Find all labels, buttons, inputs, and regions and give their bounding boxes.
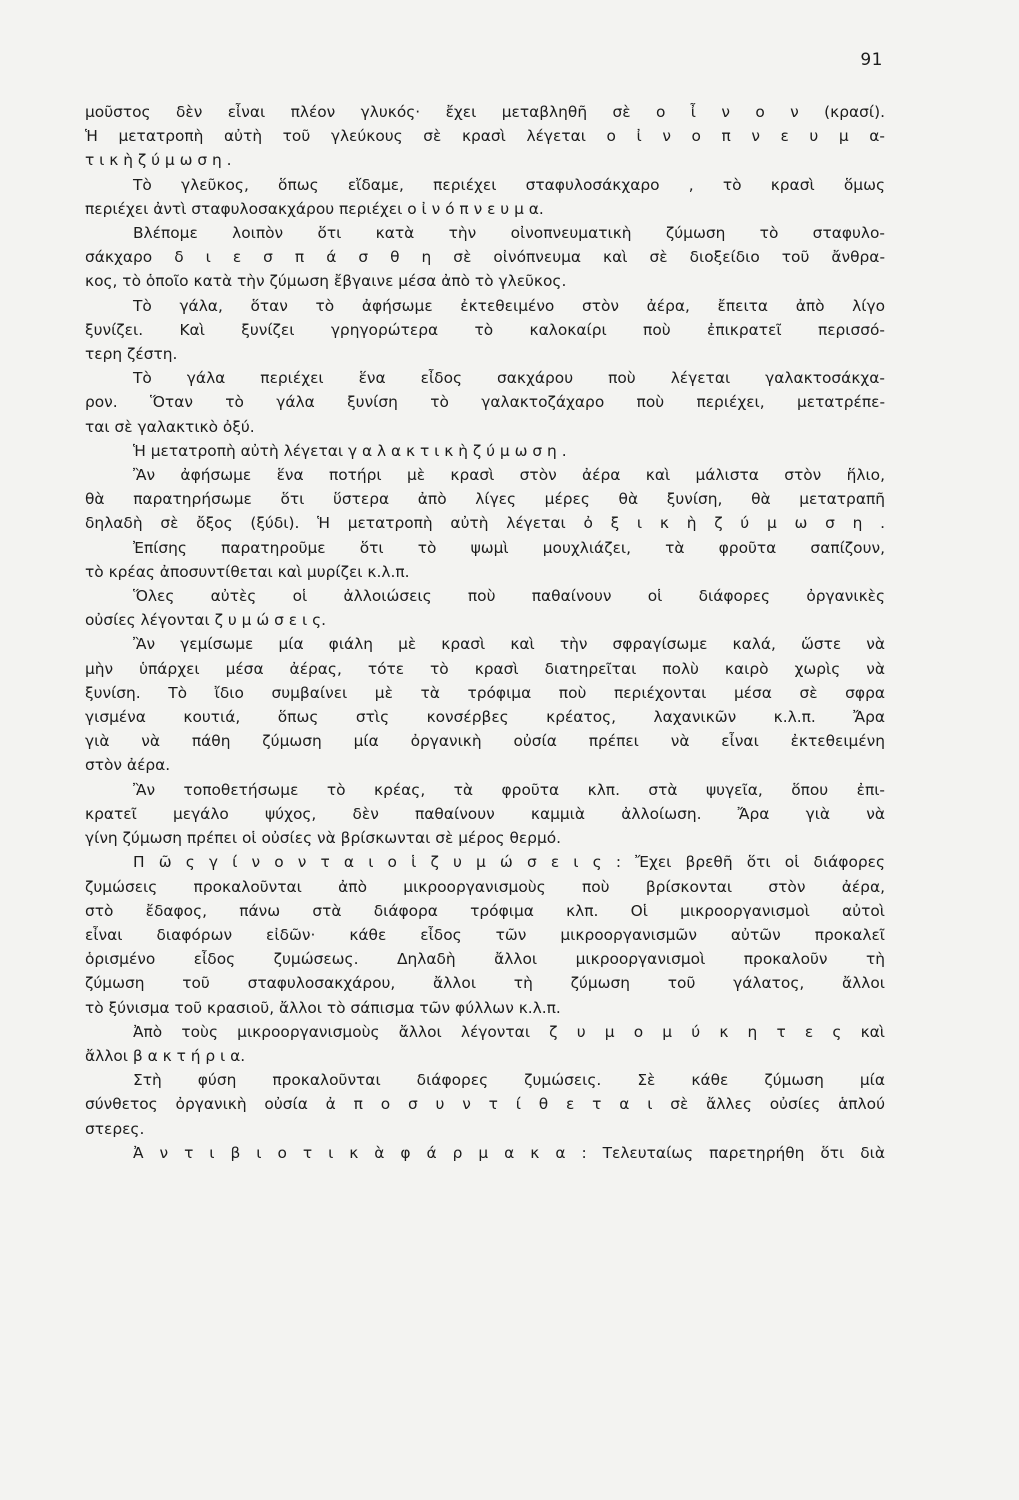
text-line: Ἡ μετατροπὴ αὐτὴ τοῦ γλεύκους σὲ κρασὶ λέγεται ο ἰ ν ο π ν ε υ μ α- bbox=[85, 127, 885, 146]
text-line: δηλαδὴ σὲ ὄξος (ξύδι). Ἡ μετατροπὴ αὐτὴ λέγεται ὀ ξ ι κ ὴ ζ ύ μ ω σ η . bbox=[85, 514, 885, 533]
text-line: θὰ παρατηρήσωμε ὅτι ὕστερα ἀπὸ λίγες μέρες θὰ ξυνίση, θὰ μετατραπῆ bbox=[85, 490, 885, 509]
text-line: οὐσίες λέγονται ζ υ μ ώ σ ε ι ς. bbox=[85, 611, 326, 630]
text-line: τερη ζέστη. bbox=[85, 345, 178, 364]
text-line: Ἂν τοποθετήσωμε τὸ κρέας, τὰ φροῦτα κλπ. στὰ ψυγεῖα, ὅπου ἐπι- bbox=[133, 780, 885, 799]
text-line: περιέχει ἀντὶ σταφυλοσακχάρου περιέχει ο ἰ ν ό π ν ε υ μ α. bbox=[85, 199, 544, 218]
text-line: μὴν ὑπάρχει μέσα ἀέρας, τότε τὸ κρασὶ διατηρεῖται πολὺ καιρὸ χωρὶς νὰ bbox=[85, 659, 885, 678]
text-line: τὸ κρέας ἀποσυντίθεται καὶ μυρίζει κ.λ.π. bbox=[85, 562, 410, 581]
text-line: Π ῶ ς γ ί ν ο ν τ α ι ο ἱ ζ υ μ ώ σ ε ι ς : Ἔχει βρεθῆ ὅτι οἱ διάφορες bbox=[133, 853, 885, 872]
text-line: ται σὲ γαλακτικὸ ὀξύ. bbox=[85, 417, 255, 436]
text-line: ζύμωση τοῦ σταφυλοσακχάρου, ἄλλοι τὴ ζύμωση τοῦ γάλατος, ἄλλοι bbox=[85, 974, 885, 993]
text-line: μοῦστος δὲν εἶναι πλέον γλυκός· ἔχει μεταβληθῆ σὲ ο ἶ ν ο ν (κρασί). bbox=[85, 103, 885, 121]
text-line: ὁρισμένο εἶδος ζυμώσεως. Δηλαδὴ ἄλλοι μικροοργανισμοὶ προκαλοῦν τὴ bbox=[85, 950, 885, 969]
page-number: 91 bbox=[860, 50, 883, 70]
text-line: Στὴ φύση προκαλοῦνται διάφορες ζυμώσεις. Σὲ κάθε ζύμωση μία bbox=[133, 1071, 885, 1090]
text-line: Ἀ ν τ ι β ι ο τ ι κ ὰ φ ά ρ μ α κ α : Τελευταίως παρετηρήθη ὅτι διὰ bbox=[133, 1143, 885, 1162]
text-line: τὸ ξύνισμα τοῦ κρασιοῦ, ἄλλοι τὸ σάπισμα τῶν φύλλων κ.λ.π. bbox=[85, 998, 561, 1017]
text-line: κος, τὸ ὁποῖο κατὰ τὴν ζύμωση ἔβγαινε μέσα ἀπὸ τὸ γλεῦκος. bbox=[85, 272, 567, 291]
text-line: ρον. Ὅταν τὸ γάλα ξυνίση τὸ γαλακτοζάχαρο ποὺ περιέχει, μετατρέπε- bbox=[85, 393, 885, 412]
text-line: Τὸ γάλα περιέχει ἕνα εἶδος σακχάρου ποὺ λέγεται γαλακτοσάκχα- bbox=[133, 369, 885, 388]
body-text bbox=[85, 100, 885, 1165]
text-line: κρατεῖ μεγάλο ψύχος, δὲν παθαίνουν καμμιὰ ἀλλοίωση. Ἄρα γιὰ νὰ bbox=[85, 804, 885, 823]
text-line: Ἡ μετατροπὴ αὐτὴ λέγεται γ α λ α κ τ ι κ ὴ ζ ύ μ ω σ η . bbox=[133, 441, 567, 460]
text-line: γιὰ νὰ πάθη ζύμωση μία ὀργανικὴ οὐσία πρέπει νὰ εἶναι ἐκτεθειμένη bbox=[85, 732, 885, 751]
text-line: ζυμώσεις προκαλοῦνται ἀπὸ μικροοργανισμοὺς ποὺ βρίσκονται στὸν ἀέρα, bbox=[85, 877, 885, 896]
text-line: Ἐπίσης παρατηροῦμε ὅτι τὸ ψωμὶ μουχλιάζει, τὰ φροῦτα σαπίζουν, bbox=[133, 538, 885, 557]
text-line: Τὸ γάλα, ὅταν τὸ ἀφήσωμε ἐκτεθειμένο στὸν ἀέρα, ἔπειτα ἀπὸ λίγο bbox=[133, 296, 885, 315]
text-line: τ ι κ ὴ ζ ύ μ ω σ η . bbox=[85, 151, 232, 170]
text-line: σάκχαρο δ ι ε σ π ά σ θ η σὲ οἰνόπνευμα καὶ σὲ διοξείδιο τοῦ ἄνθρα- bbox=[85, 248, 885, 267]
text-line: γίνη ζύμωση πρέπει οἱ οὐσίες νὰ βρίσκωνται σὲ μέρος θερμό. bbox=[85, 829, 562, 848]
text-line: Τὸ γλεῦκος, ὅπως εἴδαμε, περιέχει σταφυλοσάκχαρο , τὸ κρασὶ ὅμως bbox=[133, 175, 885, 194]
text-line: ξυνίση. Τὸ ἴδιο συμβαίνει μὲ τὰ τρόφιμα ποὺ περιέχονται μέσα σὲ σφρα bbox=[85, 683, 885, 702]
text-line: στὸ ἔδαφος, πάνω στὰ διάφορα τρόφιμα κλπ. Οἱ μικροοργανισμοὶ αὐτοὶ bbox=[85, 901, 885, 920]
text-line: στὸν ἀέρα. bbox=[85, 756, 171, 775]
text-line: Ὅλες αὐτὲς οἱ ἀλλοιώσεις ποὺ παθαίνουν οἱ διάφορες ὀργανικὲς bbox=[133, 587, 885, 606]
text-line: εἶναι διαφόρων εἰδῶν· κάθε εἶδος τῶν μικροοργανισμῶν αὐτῶν προκαλεῖ bbox=[85, 925, 885, 944]
text-line: Ἂν ἀφήσωμε ἕνα ποτήρι μὲ κρασὶ στὸν ἀέρα καὶ μάλιστα στὸν ἥλιο, bbox=[133, 466, 885, 485]
text-line: ἄλλοι β α κ τ ή ρ ι α. bbox=[85, 1046, 246, 1065]
text-line: στερες. bbox=[85, 1119, 145, 1138]
text-line: Ἀπὸ τοὺς μικροοργανισμοὺς ἄλλοι λέγονται ζ υ μ ο μ ύ κ η τ ε ς καὶ bbox=[133, 1022, 885, 1041]
text-line: γισμένα κουτιά, ὅπως στὶς κονσέρβες κρέατος, λαχανικῶν κ.λ.π. Ἄρα bbox=[85, 708, 885, 727]
text-line: Ἂν γεμίσωμε μία φιάλη μὲ κρασὶ καὶ τὴν σφραγίσωμε καλά, ὥστε νὰ bbox=[133, 635, 885, 654]
text-line: σύνθετος ὀργανικὴ οὐσία ἀ π ο σ υ ν τ ί θ ε τ α ι σὲ ἄλλες οὐσίες ἁπλού bbox=[85, 1095, 885, 1114]
text-line: ξυνίζει. Καὶ ξυνίζει γρηγορώτερα τὸ καλοκαίρι ποὺ ἐπικρατεῖ περισσό- bbox=[85, 320, 885, 339]
text-line: Βλέπομε λοιπὸν ὅτι κατὰ τὴν οἰνοπνευματικὴ ζύμωση τὸ σταφυλο- bbox=[133, 224, 885, 243]
